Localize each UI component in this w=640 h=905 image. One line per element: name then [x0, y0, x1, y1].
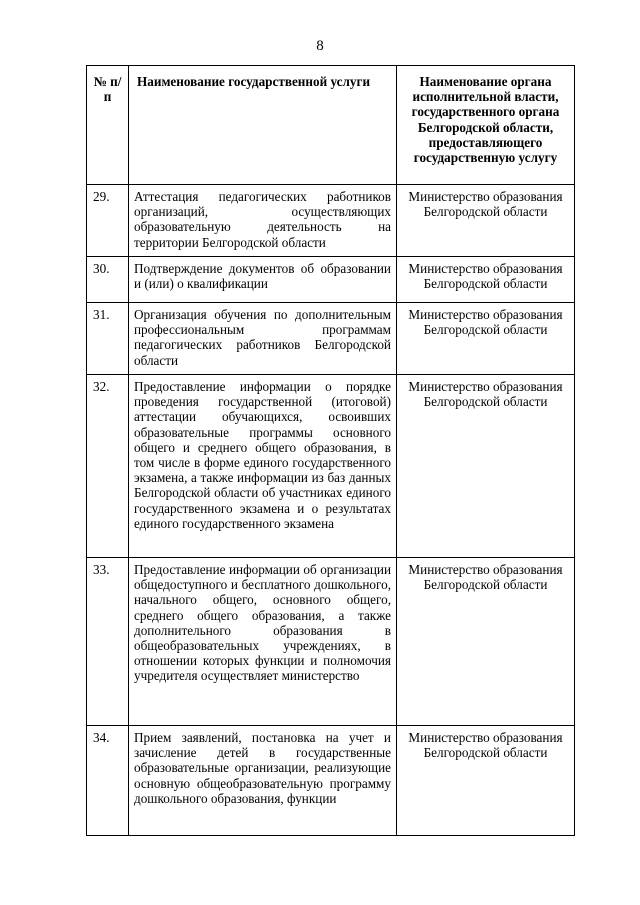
- row-num: 34.: [87, 726, 129, 836]
- table-row: [87, 185, 575, 257]
- row-num: 32.: [87, 375, 129, 558]
- row-num: 29.: [87, 185, 129, 257]
- table-row: [87, 558, 575, 726]
- row-service: Аттестация педагогических работников организаций, осуществляющих образовательную деятельность на территории Белгородской области: [129, 185, 397, 257]
- row-num: 31.: [87, 303, 129, 375]
- row-org: Министерство образования Белгородской области: [397, 303, 575, 375]
- row-num: 33.: [87, 558, 129, 726]
- row-num: 30.: [87, 257, 129, 303]
- row-service: Организация обучения по дополнительным профессиональным программам педагогических работников Белгородской области: [129, 303, 397, 375]
- row-org: Министерство образования Белгородской области: [397, 375, 575, 558]
- row-org: Министерство образования Белгородской области: [397, 558, 575, 726]
- row-org: Министерство образования Белгородской области: [397, 726, 575, 836]
- header-num: № п/п: [87, 66, 129, 185]
- page-number: 8: [316, 38, 324, 54]
- row-service: Предоставление информации об организации общедоступного и бесплатного дошкольного, начального общего, основного общего, среднего общего образования, а также дополнительного образования в общеобразовательных учреждениях, в отношении которых функции и полномочия учредителя осуществляет министерство: [129, 558, 397, 726]
- row-service: Предоставление информации о порядке проведения государственной (итоговой) аттестации обучающихся, освоивших образовательные программы основного общего и среднего общего образования, в том числе в форме единого государственного экзамена, а также информации из баз данных Белгородской области об участниках единого государственного экзамена и о результатах единого государственного экзамена: [129, 375, 397, 558]
- table-row: [87, 257, 575, 303]
- services-table: [86, 65, 575, 836]
- row-service: Прием заявлений, постановка на учет и зачисление детей в государственные образовательные организации, реализующие основную общеобразовательную программу дошкольного образования, функции: [129, 726, 397, 836]
- table-row: [87, 375, 575, 558]
- row-org: Министерство образования Белгородской области: [397, 257, 575, 303]
- table-header-row: [87, 66, 575, 185]
- row-org: Министерство образования Белгородской области: [397, 185, 575, 257]
- table-row: [87, 303, 575, 375]
- header-service: Наименование государственной услуги: [129, 66, 397, 185]
- row-service: Подтверждение документов об образовании и (или) о квалификации: [129, 257, 397, 303]
- table-row: [87, 726, 575, 836]
- header-org: Наименование органа исполнительной власти, государственного органа Белгородской области, предоставляющего государственную услугу: [397, 66, 575, 185]
